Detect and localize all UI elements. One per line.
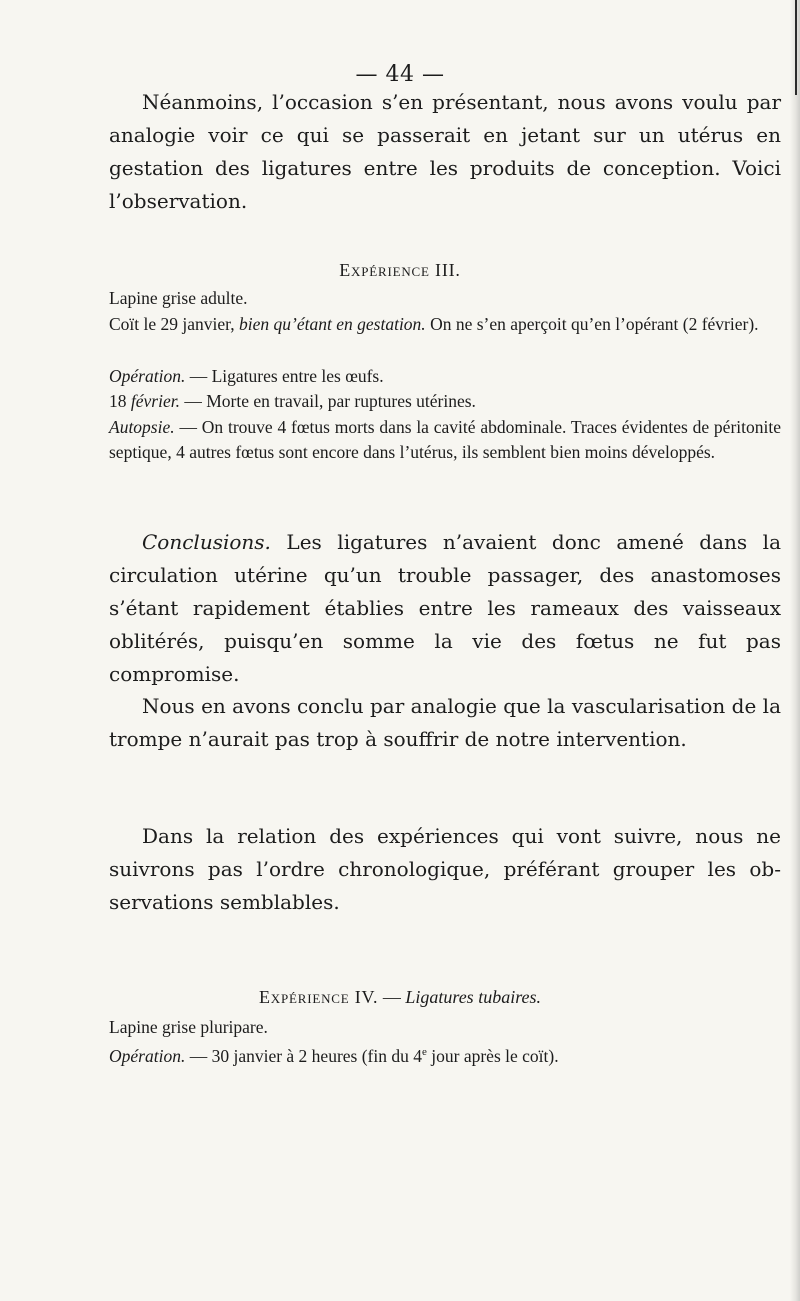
- coit-italic: bien qu’étant en gestation.: [239, 314, 426, 334]
- experience-4-animal: Lapine grise pluripare.: [109, 1017, 268, 1037]
- coit-label: Coït le 29 janvier,: [109, 314, 240, 334]
- experience-3-coit: [109, 312, 781, 337]
- exp4-operation-label: Opération.: [109, 1045, 186, 1066]
- paragraph-relation: Dans la relation des expériences qui vont suivre, nous ne suivrons pas l’ordre chronologique, préférant grouper les observations semblables.: [109, 824, 781, 914]
- date-italic: février.: [130, 391, 180, 411]
- operation-label: Opération.: [109, 366, 186, 386]
- autopsie-text: — On trouve 4 fœtus morts dans la cavité abdominale. Traces évidentes de péritonite septique, 4 autres fœtus sont encore dans l’utérus, ils semblent bien moins développés.: [109, 417, 781, 462]
- page-number: — 44 —: [355, 62, 445, 87]
- conclusions-label: Conclusions.: [142, 530, 271, 554]
- exp4-operation-text2: jour après le coït).: [426, 1045, 559, 1066]
- experience-3-animal: Lapine grise adulte.: [109, 288, 248, 308]
- conclusions-text: Les ligatures n’avaient donc amené dans la circulation utérine qu’un trouble passager, des anastomoses s’étant rapidement établies entre les rameaux des vaisseaux oblitérés, puisqu’en somme la vie des fœtus ne fut pas compromise.: [109, 530, 781, 686]
- date-prefix: 18: [109, 391, 131, 411]
- experience-4-subtitle: Ligatures tubaires.: [405, 987, 542, 1007]
- experience-3-autopsie: [109, 415, 781, 465]
- coit-rest: On ne s’en aperçoit qu’en l’opérant (2 février).: [425, 314, 759, 334]
- experience-3-date: [109, 389, 781, 414]
- operation-text: — Ligatures entre les œufs.: [185, 366, 384, 386]
- paragraph-conclusions: [109, 526, 781, 691]
- experience-4-sep: —: [378, 987, 406, 1007]
- autopsie-label: Autopsie.: [109, 417, 175, 437]
- paragraph-intro: Néanmoins, l’occasion s’en présentant, nous avons voulu par analogie voir ce qui se passerait en jetant sur un utérus en gestation des ligatures entre les produits de conception. Voici l’observation.: [109, 90, 781, 213]
- experience-3-title: Expérience III.: [339, 260, 461, 280]
- exp4-operation-text: — 30 janvier à 2 heures (fin du 4: [185, 1045, 422, 1066]
- page-edge: [790, 0, 800, 1301]
- date-text: — Morte en travail, par ruptures utérines.: [179, 391, 476, 411]
- experience-3-operation: [109, 364, 781, 389]
- paragraph-vascularisation: Nous en avons conclu par analogie que la vascularisation de la trompe n’aurait pas trop à souffrir de notre intervention.: [109, 694, 781, 751]
- experience-4-operation: [109, 1040, 781, 1069]
- exp4-operation-sup: e: [422, 1046, 427, 1058]
- experience-4-label: Expérience IV.: [258, 987, 379, 1007]
- experience-4-title: [0, 985, 800, 1009]
